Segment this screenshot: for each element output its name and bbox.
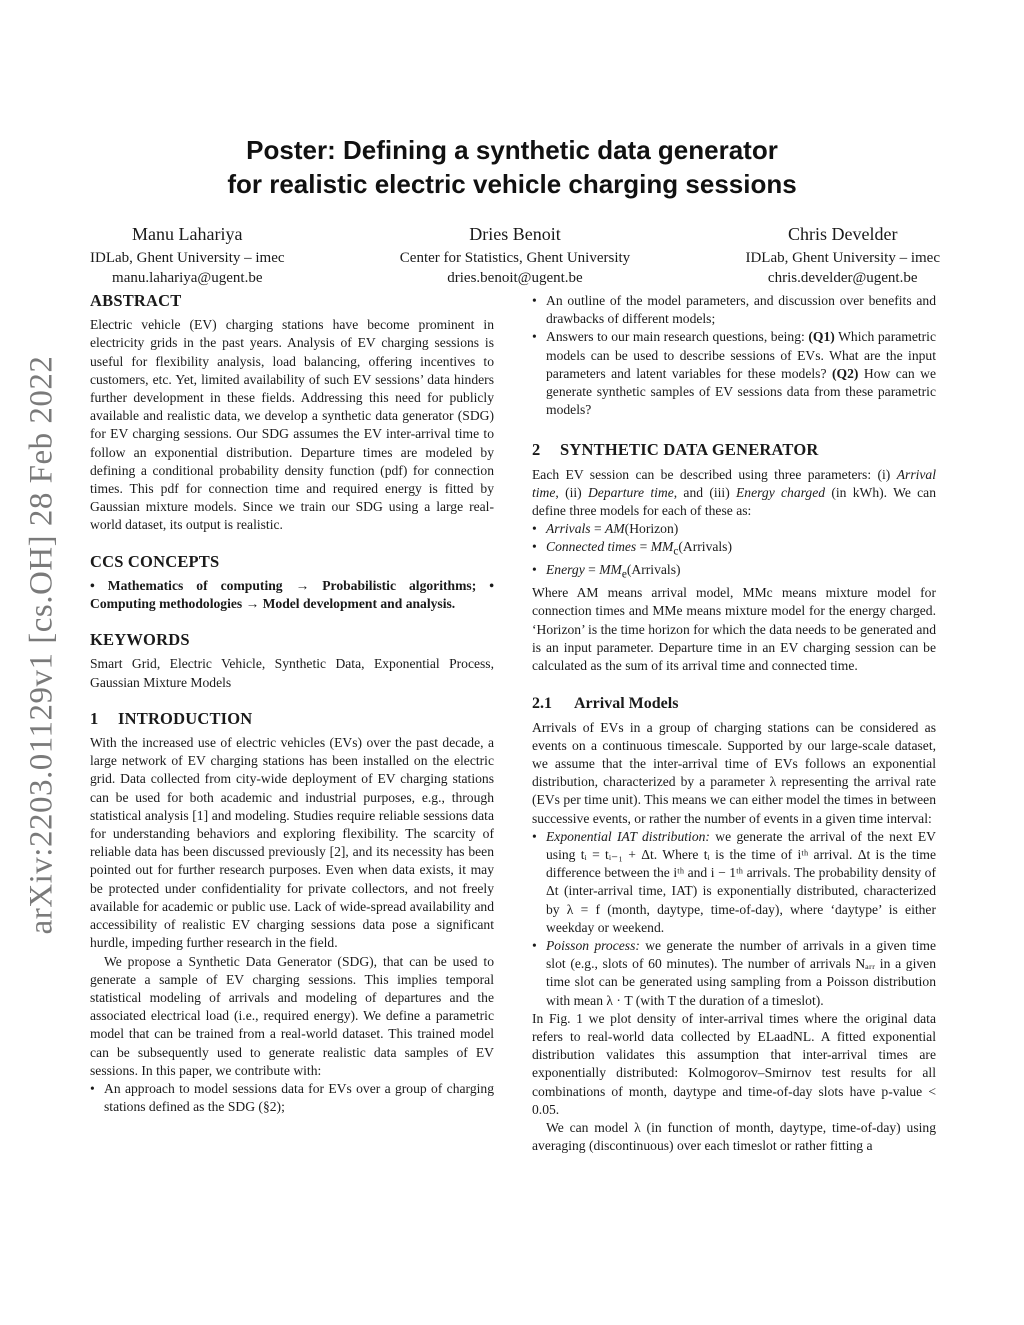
- section-number: 2: [532, 440, 541, 460]
- author-email[interactable]: chris.develder@ugent.be: [767, 270, 918, 286]
- author-email[interactable]: dries.benoit@ugent.be: [447, 270, 583, 286]
- right-column: [532, 292, 936, 1155]
- paper-title: [120, 133, 904, 201]
- author-block: [90, 222, 940, 288]
- author-3: [745, 222, 940, 288]
- definition-item: [532, 520, 936, 538]
- def-arg: (Horizon): [624, 521, 679, 537]
- definition-item: [532, 538, 936, 561]
- author-name: Chris Develder: [787, 224, 898, 244]
- term-departure-time: Departure time: [587, 484, 674, 500]
- subsection-title: Arrival Models: [574, 695, 679, 713]
- def-lhs: Arrivals: [546, 521, 591, 537]
- title-line-2: for realistic electric vehicle charging sessions: [227, 169, 797, 199]
- left-column: [90, 292, 494, 1116]
- sdg-paragraph-2: Where AM means arrival model, MMc means mixture model for connection times and MMe means mixture model for the energy charged. ‘Horizon’ is the time horizon for which the data needs to be generated and is an input parameter. Departure time in an EV charging session can be calculated as the sum of its arrival time and connected time.: [532, 585, 936, 674]
- keywords-heading: KEYWORDS: [90, 630, 190, 650]
- list-item: [532, 328, 936, 419]
- intro-paragraph-1: With the increased use of electric vehicles (EVs) over the past decade, a large network of EV charging stations has been installed on the electric grid. Data collected from city-wide deployment of EV charging stations can be used for both academic and industrial purposes, e.g., through statistical analysis [1] and modeling. Studies require reliable sessions data for understanding behaviors and exploring flexibility. The scarcity of reliable data has been discussed previously [2], and its necessity has been pointed out for further research purposes. Even when data exists, it may be protected under confidentiality for private collectors, and not freely available for academic or public use. Lack of wide-spread availability and accessibility of realistic EV charging sessions data pose a significant hurdle, impeding further research in the field.: [90, 735, 494, 951]
- term-arrival-time: Arrival time: [532, 466, 936, 500]
- model-definitions: [532, 520, 936, 584]
- item-text: we generate the arrival of the next EV using tᵢ = tᵢ₋₁ + Δt. Where tᵢ is the time of iᵗʰ arrival. Δt is the time difference between the iᵗʰ and i − 1ᵗʰ arrivals. The probability density of Δt (inter-arrival time, IAT) is exponentially distributed, characterized by λ = f (month, daytype, time-of-day), where ‘daytype’ is either weekday or weekend.: [546, 828, 936, 935]
- def-lhs: Connected times: [546, 539, 637, 555]
- def-sub: e: [621, 569, 627, 582]
- author-affiliation: IDLab, Ghent University – imec: [745, 250, 940, 266]
- def-eq: =: [636, 539, 651, 555]
- author-1: [90, 222, 285, 288]
- author-affiliation: Center for Statistics, Ghent University: [399, 250, 631, 266]
- def-fn: MM: [599, 562, 622, 578]
- keywords-text: Smart Grid, Electric Vehicle, Synthetic Data, Exponential Process, Gaussian Mixture Models: [90, 656, 494, 690]
- title-line-1: Poster: Defining a synthetic data generator: [246, 135, 778, 165]
- abstract-text: Electric vehicle (EV) charging stations have become prominent in electricity grids in the past years. Analysis of EV charging sessions is useful for flexibility analysis, load balancing, offering incentives to customers, etc. Yet, limited availability of such EV sessions’ data hinders further development in these fields. Addressing this need for publicly available and realistic data, we develop a synthetic data generator (SDG) for EV charging sessions. Our SDG assumes the EV inter-arrival time to follow an exponential distribution. Departure times are modeled by defining a conditional probability density function (pdf) for connection times. This pdf for connection time and required energy is fitted by Gaussian mixture models. Since we train our SDG using a large real-world dataset, its output is realistic.: [90, 317, 494, 533]
- arrival-heading: [532, 695, 936, 713]
- def-arg: (Arrivals): [626, 562, 681, 578]
- list-item: [532, 828, 936, 937]
- def-eq: =: [590, 521, 606, 537]
- text-run: , (ii): [555, 484, 588, 500]
- arxiv-watermark: [12, 330, 72, 960]
- contribution-list-continued: [532, 292, 936, 419]
- ccs-text: • Mathematics of computing → Probabilistic algorithms; • Computing methodologies → Model development and analysis.: [90, 577, 494, 612]
- q-intro: Answers to our main research questions, being:: [546, 329, 809, 345]
- section-number: 1: [90, 708, 99, 728]
- author-affiliation: IDLab, Ghent University – imec: [90, 250, 285, 266]
- ccs-heading: CCS CONCEPTS: [90, 551, 220, 571]
- text-run: Each EV session can be described using three parameters: (i): [532, 466, 897, 482]
- section-title: INTRODUCTION: [118, 708, 253, 728]
- arrival-model-list: [532, 828, 936, 1010]
- author-name: Manu Lahariya: [132, 224, 243, 244]
- definition-item: [532, 561, 936, 584]
- text-run: , and (iii): [673, 484, 736, 500]
- list-item: • An outline of the model parameters, and discussion over benefits and drawbacks of different models;: [532, 292, 936, 328]
- term-energy-charged: Energy charged: [736, 484, 826, 500]
- q1-label: (Q1): [808, 329, 835, 345]
- author-name: Dries Benoit: [469, 224, 561, 244]
- def-arg: (Arrivals): [678, 539, 732, 555]
- q1-text: Which parametric models can be used to describe sessions of EVs. What are the input parameters and latent variables for these models?: [546, 329, 936, 381]
- text-run: (in kWh). We can define three models for each of these as:: [532, 484, 936, 519]
- arxiv-id: arXiv:2203.01129v1 [cs.OH] 28 Feb 2022: [23, 355, 60, 935]
- def-sub: c: [673, 546, 679, 559]
- sdg-heading: [532, 441, 936, 459]
- section-title: SYNTHETIC DATA GENERATOR: [560, 440, 819, 460]
- author-email[interactable]: manu.lahariya@ugent.be: [112, 270, 263, 286]
- intro-paragraph-2: We propose a Synthetic Data Generator (SDG), that can be used to generate a sample of EV charging sessions. This implies temporal statistical modeling of arrivals and modeling of departures and the associated electrical load (i.e., required energy). We define a parametric model that can be trained from a real-world dataset. This trained model can be subsequently used to generate realistic data samples of EV sessions. In this paper, we contribute with:: [90, 953, 494, 1078]
- q2-text: How can we generate synthetic samples of EV sessions data from these parametric models?: [546, 365, 936, 418]
- sdg-paragraph-1: [532, 466, 936, 521]
- arrival-paragraph-2: In Fig. 1 we plot density of inter-arrival times where the original data refers to real-world data collected by ELaadNL. A fitted exponential distribution validates this assumption that inter-arrival times are exponentially distributed: Kolmogorov–Smirnov test results for all combinations of month, daytype and time-of-day slots have p-value < 0.05.: [532, 1010, 936, 1117]
- item-label: Poisson process:: [546, 937, 640, 953]
- def-fn: MM: [650, 539, 674, 555]
- intro-heading: [90, 710, 494, 728]
- q2-label: (Q2): [831, 365, 859, 381]
- item-label: Exponential IAT distribution:: [546, 828, 710, 844]
- arrival-paragraph-1: Arrivals of EVs in a group of charging stations can be considered as events on a continuous timescale. Supported by our large-scale dataset, we assume that the inter-arrival time of EVs follows an exponential distribution, characterized by a parameter λ representing the arrival rate (EVs per time unit). This means we can either model the times in between successive events, or rather the number of events in a given time interval:: [532, 719, 936, 826]
- subsection-number: 2.1: [532, 695, 552, 713]
- author-2: [400, 222, 630, 288]
- def-eq: =: [584, 562, 600, 578]
- arrival-paragraph-3: We can model λ (in function of month, daytype, time-of-day) using averaging (discontinuous) over each timeslot or rather fitting a: [532, 1119, 936, 1154]
- contribution-list: [90, 1080, 494, 1116]
- item-text: we generate the number of arrivals in a given time slot (e.g., slots of 60 minutes). The number of arrivals Nₐᵣᵣ in a given time slot can be generated using sampling from a Poisson distribution with mean λ · T (with T the duration of a timeslot).: [546, 937, 936, 1008]
- list-item: • An approach to model sessions data for EVs over a group of charging stations defined as the SDG (§2);: [90, 1080, 494, 1116]
- def-lhs: Energy: [546, 562, 585, 578]
- def-fn: AM: [605, 521, 625, 537]
- list-item: [532, 937, 936, 1010]
- abstract-heading: ABSTRACT: [90, 291, 182, 310]
